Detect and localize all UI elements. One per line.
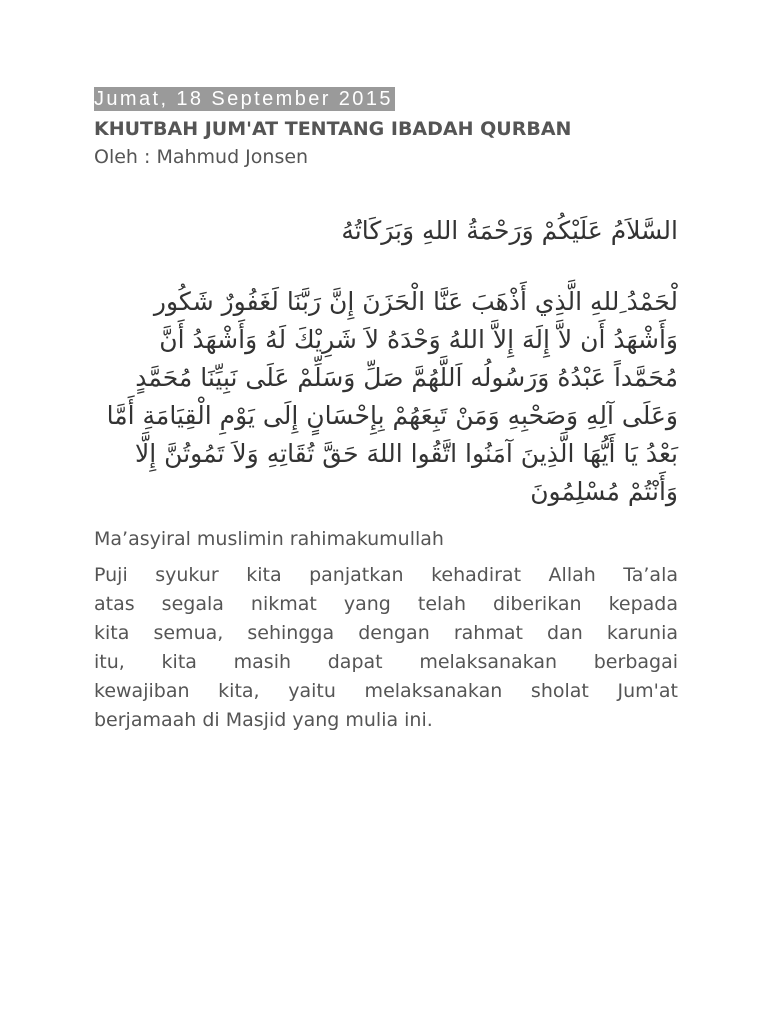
paragraph-line: itu, kita masih dapat melaksanakan berbagai <box>94 651 678 673</box>
document-page <box>94 87 678 735</box>
body-paragraph <box>94 561 678 735</box>
date-line: Jumat, 18 September 2015 <box>94 88 393 110</box>
paragraph-line: atas segala nikmat yang telah diberikan kepada <box>94 593 678 615</box>
paragraph-line: kita semua, sehingga dengan rahmat dan karunia <box>94 622 678 644</box>
paragraph-line: berjamaah di Masjid yang mulia ini. <box>94 709 433 731</box>
salutation: Ma’asyiral muslimin rahimakumullah <box>94 528 444 550</box>
document-title: KHUTBAH JUM'AT TENTANG IBADAH QURBAN <box>94 118 572 140</box>
author-line: Oleh : Mahmud Jonsen <box>94 146 309 168</box>
paragraph-line: Puji syukur kita panjatkan kehadirat Allah Ta’ala <box>94 564 678 586</box>
arabic-opening: لْحَمْدُ ِللهِ الَّذِي أَذْهَبَ عَنَّا الْحَزَنَ إِنَّ رَبَّنَا لَغَفُورٌ شَكُور وَأَشْهَدُ أَن لاَّ إِلَهَ إِلاَّ اللهُ وَحْدَهُ لاَ شَرِيْكَ لَهُ وَأَشْهَدُ أَنَّ مُحَمَّداً عَبْدُهُ وَرَسُولُه اَللَّهُمَّ صَلِّ وَسَلِّمْ عَلَى نَبِيِّنَا مُحَمَّدٍ وَعَلَى آلِهِ وَصَحْبِهِ وَمَنْ تَبِعَهُمْ بِإِحْسَانٍ إِلَى يَوْمِ الْقِيَامَةِ أَمَّا بَعْدُ يَا أَيُّهَا الَّذِينَ آمَنُوا اتَّقُوا اللهَ حَقَّ تُقَاتِهِ وَلاَ تَمُوتُنَّ إِلَّا وَأَنْتُمْ مُسْلِمُونَ <box>106 287 678 506</box>
arabic-salam: السَّلاَمُ عَلَيْكُمْ وَرَحْمَةُ اللهِ وَبَرَكَاتُهُ <box>341 216 678 245</box>
paragraph-line: kewajiban kita, yaitu melaksanakan sholat Jum'at <box>94 680 678 702</box>
